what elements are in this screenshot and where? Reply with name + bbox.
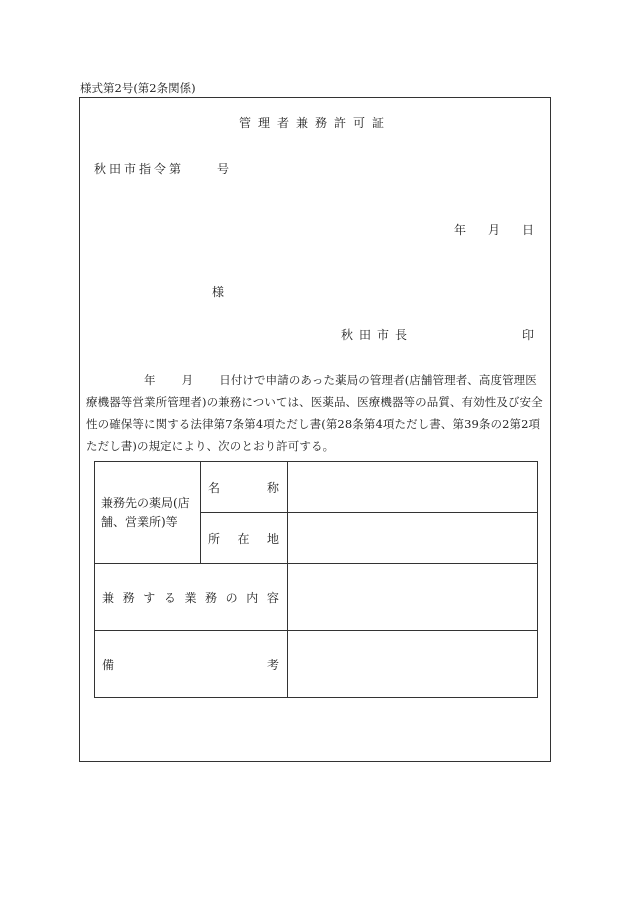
location-label-char-2: 在 — [237, 531, 250, 546]
date-month-label: 月 — [488, 223, 501, 237]
name-label-cell — [201, 462, 288, 513]
name-label-char-2: 称 — [266, 480, 279, 495]
remarks-label-cell — [95, 631, 288, 698]
duties-label-cell — [95, 564, 288, 631]
location-value-cell[interactable] — [288, 513, 538, 564]
duties-label-char: 務 — [122, 590, 135, 605]
form-number-label: 様式第2号(第2条関係) — [80, 81, 196, 95]
remarks-label-char-2: 考 — [266, 657, 279, 672]
duties-label-char: 業 — [184, 590, 197, 605]
permission-details-table — [94, 461, 538, 698]
duties-label-char: 兼 — [102, 590, 115, 605]
duties-label-char: 内 — [246, 590, 259, 605]
name-value-cell[interactable] — [288, 462, 538, 513]
statement-year: 年 — [144, 373, 156, 387]
branch-pharmacy-category-cell — [95, 462, 201, 564]
permission-statement — [86, 369, 546, 457]
statement-text: 日付けで申請のあった薬局の管理者(店舗管理者、高度管理医療機器等営業所管理者)の兼務については、医薬品、医療機器等の品質、有効性及び安全性の確保等に関する法律第7条第4項ただし書(第28条第4項ただし書、第39条の2第2項ただし書)の規定により、次のとおり許可する。 — [86, 373, 543, 453]
location-label-char-1: 所 — [208, 531, 221, 546]
remarks-label-char-1: 備 — [102, 657, 115, 672]
duties-label-char: の — [225, 590, 238, 605]
remarks-value-cell[interactable] — [288, 631, 538, 698]
issuer-name: 秋田市長 — [341, 328, 414, 342]
certificate-number-suffix: 号 — [217, 162, 230, 176]
location-label-char-3: 地 — [266, 531, 279, 546]
duties-label-char: る — [163, 590, 176, 605]
duties-value-cell[interactable] — [288, 564, 538, 631]
statement-month: 月 — [181, 373, 194, 387]
duties-label-char: す — [143, 590, 156, 605]
branch-pharmacy-category-label: 兼務先の薬局(店舗、営業所)等 — [101, 495, 190, 529]
certificate-number-prefix: 秋田市指令第 — [94, 162, 185, 176]
name-label-char-1: 名 — [208, 480, 221, 495]
location-label-cell — [201, 513, 288, 564]
addressee-suffix: 様 — [212, 285, 225, 299]
duties-label-char: 容 — [266, 590, 279, 605]
date-year-label: 年 — [454, 223, 467, 237]
date-day-label: 日 — [522, 223, 535, 237]
seal-mark: 印 — [522, 328, 535, 342]
document-title: 管理者兼務許可証 — [238, 116, 391, 130]
duties-label-char: 務 — [205, 590, 218, 605]
